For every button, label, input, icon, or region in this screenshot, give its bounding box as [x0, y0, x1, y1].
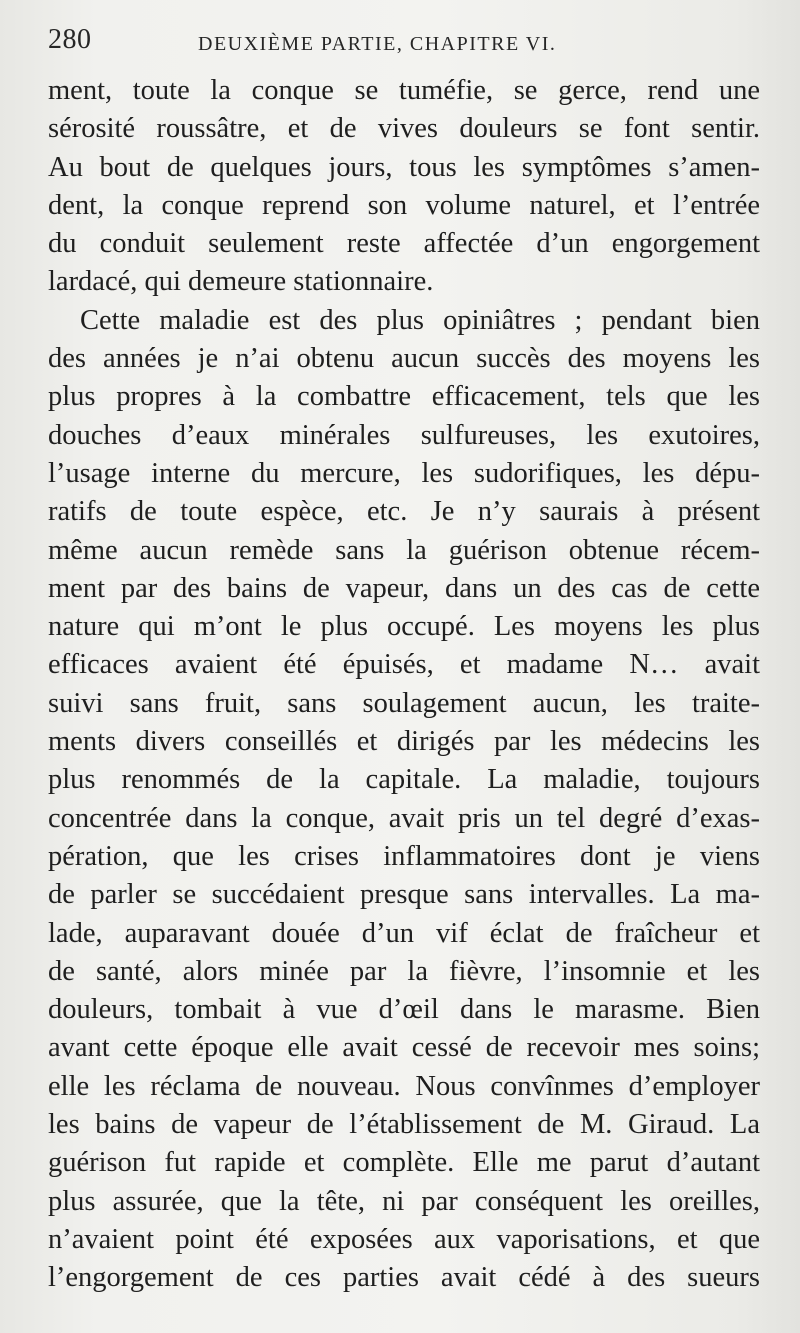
text-line: efficaces avaient été épuisés, et madame N… avait [48, 649, 760, 681]
text-line: plus propres à la combattre efficacement, tels que les [48, 381, 760, 413]
text-line: guérison fut rapide et complète. Elle me parut d’autant [48, 1147, 760, 1179]
page-header [48, 18, 768, 58]
text-line: concentrée dans la conque, avait pris un tel degré d’exas- [48, 802, 760, 834]
text-line: les bains de vapeur de l’établissement de M. Giraud. La [48, 1109, 760, 1141]
text-line: lade, auparavant douée d’un vif éclat de fraîcheur et [48, 917, 760, 949]
text-line: ments divers conseillés et dirigés par les médecins les [48, 726, 760, 758]
text-line: plus renommés de la capitale. La maladie, toujours [48, 764, 760, 796]
text-line: douleurs, tombait à vue d’œil dans le marasme. Bien [48, 994, 760, 1026]
text-line: avant cette époque elle avait cessé de recevoir mes soins; [48, 1032, 760, 1064]
text-line: des années je n’ai obtenu aucun succès des moyens les [48, 343, 760, 375]
body-text [48, 72, 760, 1298]
text-line: sérosité roussâtre, et de vives douleurs se font sentir. [48, 113, 760, 145]
text-line: suivi sans fruit, sans soulagement aucun, les traite- [48, 687, 760, 719]
text-line: de santé, alors minée par la fièvre, l’insomnie et les [48, 955, 760, 987]
text-line: ratifs de toute espèce, etc. Je n’y saurais à présent [48, 496, 760, 528]
text-line: elle les réclama de nouveau. Nous convînmes d’employer [48, 1070, 760, 1102]
text-line: Au bout de quelques jours, tous les symptômes s’amen- [48, 151, 760, 183]
text-line: douches d’eaux minérales sulfureuses, les exutoires, [48, 419, 760, 451]
text-line: même aucun remède sans la guérison obtenue récem- [48, 534, 760, 566]
text-line: lardacé, qui demeure stationnaire. [48, 266, 434, 298]
text-line: plus assurée, que la tête, ni par conséquent les oreilles, [48, 1185, 760, 1217]
text-line: ment, toute la conque se tuméfie, se gerce, rend une [48, 75, 760, 106]
text-line: de parler se succédaient presque sans intervalles. La ma- [48, 879, 760, 911]
text-line: n’avaient point été exposées aux vaporisations, et que [48, 1223, 760, 1255]
running-head: DEUXIÈME PARTIE, CHAPITRE VI. [198, 33, 557, 55]
text-line: ment par des bains de vapeur, dans un des cas de cette [48, 572, 760, 604]
page-number: 280 [48, 24, 92, 55]
text-line: nature qui m’ont le plus occupé. Les moyens les plus [48, 611, 760, 643]
text-line: l’usage interne du mercure, les sudorifiques, les dépu- [48, 457, 760, 489]
text-line: pération, que les crises inflammatoires dont je viens [48, 840, 760, 872]
text-line: du conduit seulement reste affectée d’un engorgement [48, 228, 760, 260]
text-line: l’engorgement de ces parties avait cédé à des sueurs [48, 1262, 760, 1294]
text-line: Cette maladie est des plus opiniâtres ; pendant bien [80, 304, 760, 336]
text-line: dent, la conque reprend son volume naturel, et l’entrée [48, 189, 760, 221]
